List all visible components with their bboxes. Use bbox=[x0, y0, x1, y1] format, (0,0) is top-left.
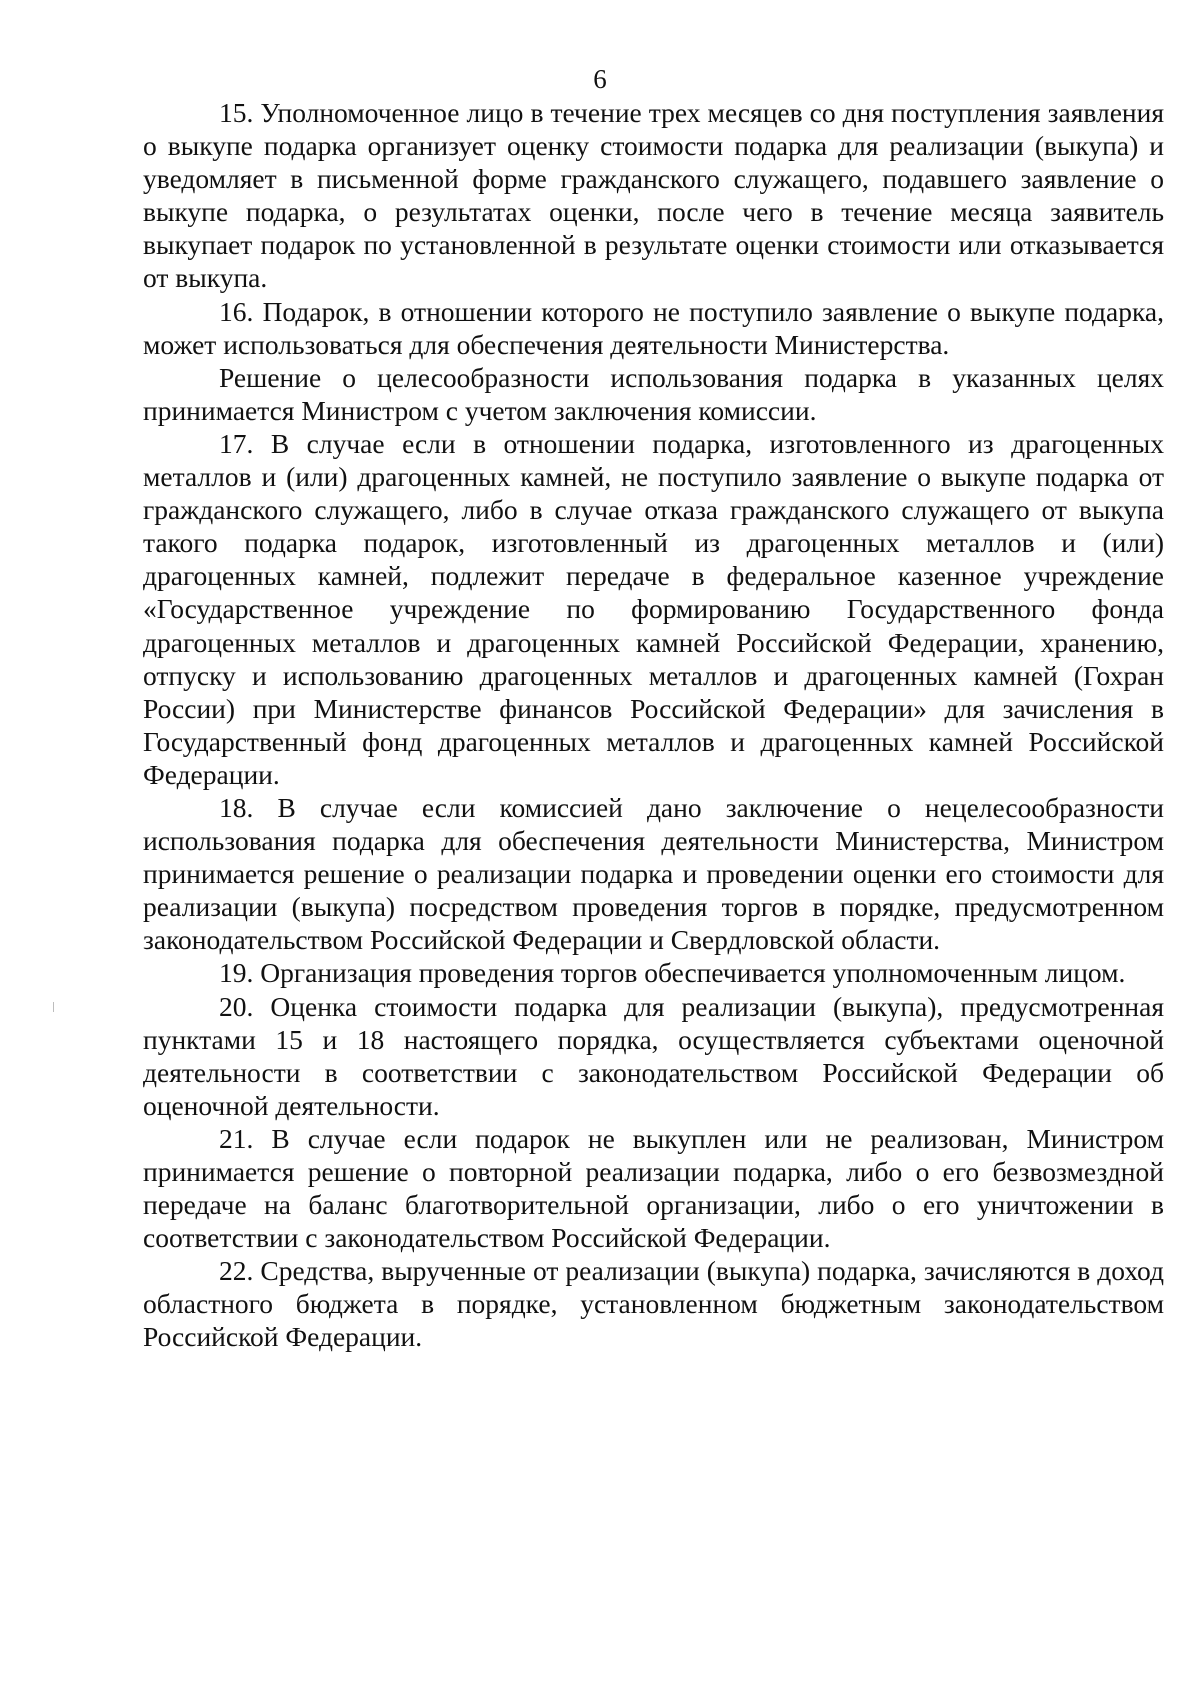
paragraph-15: 15. Уполномоченное лицо в течение трех месяцев со дня поступления заявления о выкупе подарка организует оценку стоимости подарка для реализации (выкупа) и уведомляет в письменной форме гражданского служащего, подавшего заявление о выкупе подарка, о результатах оценки, после чего в течение месяца заявитель выкупает подарок по установленной в результате оценки стоимости или отказывается от выкупа. bbox=[143, 97, 1164, 294]
paragraph-17: 17. В случае если в отношении подарка, изготовленного из драгоценных металлов и (или) драгоценных камней, не поступило заявление о выкупе подарка от гражданского служащего, либо в случае отказа гражданского служащего от выкупа такого подарка подарок, изготовленный из драгоценных металлов и (или) драгоценных камней, подлежит передаче в федеральное казенное учреждение «Государственное учреждение по формированию Государственного фонда драгоценных металлов и драгоценных камней Российской Федерации, хранению, отпуску и использованию драгоценных металлов и драгоценных камней (Гохран России) при Министерстве финансов Российской Федерации» для зачисления в Государственный фонд драгоценных металлов и драгоценных камней Российской Федерации. bbox=[143, 427, 1164, 790]
page-number: 6 bbox=[593, 64, 607, 94]
paragraph-16-decision: Решение о целесообразности использования подарка в указанных целях принимается Министром с учетом заключения комиссии. bbox=[143, 361, 1164, 426]
scan-margin-mark bbox=[53, 1002, 54, 1012]
document-body bbox=[143, 96, 1164, 1354]
paragraph-16: 16. Подарок, в отношении которого не поступило заявление о выкупе подарка, может использоваться для обеспечения деятельности Министерства. bbox=[143, 295, 1164, 360]
paragraph-20: 20. Оценка стоимости подарка для реализации (выкупа), предусмотренная пунктами 15 и 18 настоящего порядка, осуществляется субъектами оценочной деятельности в соответствии с законодательством Российской Федерации об оценочной деятельности. bbox=[143, 990, 1164, 1121]
paragraph-18: 18. В случае если комиссией дано заключение о нецелесообразности использования подарка для обеспечения деятельности Министерства, Министром принимается решение о реализации подарка и проведении оценки его стоимости для реализации (выкупа) посредством проведения торгов в порядке, предусмотренном законодательством Российской Федерации и Свердловской области. bbox=[143, 791, 1164, 956]
paragraph-22: 22. Средства, вырученные от реализации (выкупа) подарка, зачисляются в доход областного бюджета в порядке, установленном бюджетным законодательством Российской Федерации. bbox=[143, 1255, 1164, 1353]
paragraph-21: 21. В случае если подарок не выкуплен или не реализован, Министром принимается решение о повторной реализации подарка, либо о его безвозмездной передаче на баланс благотворительной организации, либо о его уничтожении в соответствии с законодательством Российской Федерации. bbox=[143, 1122, 1164, 1254]
paragraph-19: 19. Организация проведения торгов обеспечивается уполномоченным лицом. bbox=[219, 957, 1126, 989]
